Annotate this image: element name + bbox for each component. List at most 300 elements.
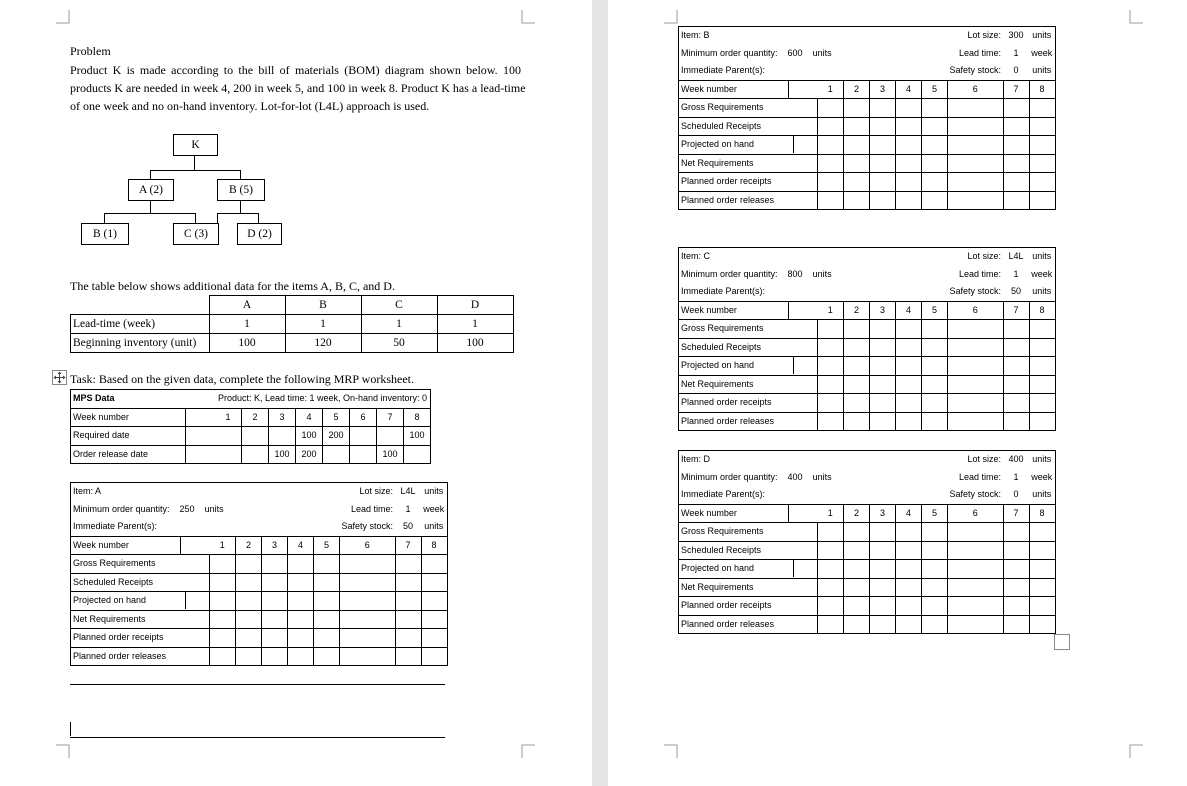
mrp-row-label: Scheduled Receipts xyxy=(679,117,818,136)
mrp-cell[interactable] xyxy=(236,647,262,666)
mrp-cell[interactable] xyxy=(288,610,314,629)
mps-cell[interactable]: 200 xyxy=(323,427,350,446)
items-cell: 50 xyxy=(361,334,437,353)
items-cell: 1 xyxy=(285,315,361,334)
mrp-cell[interactable] xyxy=(896,191,922,210)
mrp-cell[interactable] xyxy=(236,629,262,648)
mrp-cell[interactable] xyxy=(395,573,421,592)
mrp-cell[interactable] xyxy=(262,629,288,648)
week-header: 7 xyxy=(377,408,404,427)
mrp-cell[interactable] xyxy=(288,647,314,666)
min-order-value[interactable]: 800 xyxy=(787,268,803,279)
mrp-cell[interactable] xyxy=(948,597,1004,616)
immediate-parents-label: Immediate Parent(s): xyxy=(679,486,789,504)
mrp-cell[interactable] xyxy=(262,573,288,592)
mrp-cell[interactable] xyxy=(1003,412,1029,431)
mrp-cell[interactable] xyxy=(896,541,922,560)
mrp-cell[interactable] xyxy=(870,523,896,542)
mrp-cell[interactable] xyxy=(948,578,1004,597)
item-label: Item: D xyxy=(679,451,789,469)
mrp-cell[interactable] xyxy=(236,555,262,574)
mrp-cell[interactable] xyxy=(210,629,236,648)
mrp-cell[interactable] xyxy=(818,394,844,413)
mrp-cell[interactable] xyxy=(922,173,948,192)
mrp-cell[interactable] xyxy=(1003,357,1029,376)
mrp-cell[interactable] xyxy=(340,555,396,574)
bom-node-b: B (5) xyxy=(217,179,265,201)
mrp-cell[interactable] xyxy=(210,610,236,629)
mrp-cell[interactable] xyxy=(1029,154,1055,173)
mrp-cell[interactable] xyxy=(870,615,896,634)
week-header: 5 xyxy=(922,80,948,99)
mrp-cell[interactable] xyxy=(896,615,922,634)
week-header: 7 xyxy=(1003,80,1029,99)
mrp-cell[interactable] xyxy=(818,136,844,155)
mrp-cell[interactable] xyxy=(1003,560,1029,579)
mrp-cell[interactable] xyxy=(844,394,870,413)
mrp-row-label: Scheduled Receipts xyxy=(71,573,210,592)
initial-on-hand-cell[interactable] xyxy=(794,136,817,153)
mps-cell[interactable]: 100 xyxy=(296,427,323,446)
mrp-cell[interactable] xyxy=(314,555,340,574)
mrp-cell[interactable] xyxy=(288,573,314,592)
lot-size-value[interactable]: 400 xyxy=(1003,451,1029,469)
mrp-cell[interactable] xyxy=(210,647,236,666)
mrp-cell[interactable] xyxy=(870,154,896,173)
mps-cell[interactable] xyxy=(242,427,269,446)
mrp-cell[interactable] xyxy=(922,320,948,339)
mps-cell[interactable]: 100 xyxy=(269,445,296,464)
mrp-cell[interactable] xyxy=(948,541,1004,560)
mrp-cell[interactable] xyxy=(896,560,922,579)
mrp-cell[interactable] xyxy=(948,154,1004,173)
mrp-cell[interactable] xyxy=(1003,394,1029,413)
mrp-cell[interactable] xyxy=(340,592,396,611)
mrp-cell[interactable] xyxy=(870,136,896,155)
mrp-cell[interactable] xyxy=(1003,578,1029,597)
mrp-cell[interactable] xyxy=(314,647,340,666)
mrp-cell[interactable] xyxy=(1029,394,1055,413)
mrp-cell[interactable] xyxy=(922,541,948,560)
mrp-cell[interactable] xyxy=(922,578,948,597)
mrp-cell[interactable] xyxy=(1029,320,1055,339)
mrp-cell[interactable] xyxy=(844,597,870,616)
mrp-cell[interactable] xyxy=(922,99,948,118)
mrp-cell[interactable] xyxy=(1029,338,1055,357)
mrp-cell[interactable] xyxy=(948,375,1004,394)
week-header: 3 xyxy=(870,504,896,523)
mps-cell[interactable]: 100 xyxy=(404,427,431,446)
mrp-cell[interactable] xyxy=(896,320,922,339)
mrp-cell[interactable] xyxy=(236,610,262,629)
lead-time-value[interactable]: 1 xyxy=(1013,471,1019,482)
safety-stock-value[interactable]: 50 xyxy=(1003,283,1029,301)
mrp-cell[interactable] xyxy=(948,394,1004,413)
bom-node-c: C (3) xyxy=(173,223,219,245)
mrp-cell[interactable] xyxy=(896,173,922,192)
mrp-cell[interactable] xyxy=(314,592,340,611)
mps-cell[interactable] xyxy=(377,427,404,446)
lead-time-label: Lead time: xyxy=(959,471,1002,482)
mrp-cell[interactable] xyxy=(1029,615,1055,634)
safety-stock-value[interactable]: 50 xyxy=(395,518,421,536)
mrp-cell[interactable] xyxy=(314,573,340,592)
mrp-cell[interactable] xyxy=(818,154,844,173)
week-header: 2 xyxy=(242,408,269,427)
mrp-cell[interactable] xyxy=(1003,523,1029,542)
mrp-cell[interactable] xyxy=(870,394,896,413)
mrp-cell[interactable] xyxy=(1029,523,1055,542)
mrp-cell[interactable] xyxy=(870,597,896,616)
underline-rule xyxy=(70,684,445,685)
week-header: 4 xyxy=(896,80,922,99)
safety-stock-label: Safety stock: xyxy=(948,62,1004,80)
mrp-cell[interactable] xyxy=(421,629,447,648)
table-resize-handle[interactable] xyxy=(1054,634,1070,650)
lot-size-value[interactable]: L4L xyxy=(395,483,421,501)
mrp-cell[interactable] xyxy=(948,412,1004,431)
min-order-label: Minimum order quantity: xyxy=(73,503,170,514)
week-header: 6 xyxy=(948,504,1004,523)
mrp-cell[interactable] xyxy=(1029,173,1055,192)
mrp-cell[interactable] xyxy=(922,191,948,210)
mrp-row-label: Gross Requirements xyxy=(679,523,818,542)
mrp-cell[interactable] xyxy=(844,560,870,579)
mps-cell[interactable] xyxy=(404,445,431,464)
mrp-cell[interactable] xyxy=(922,394,948,413)
lot-size-label: Lot size: xyxy=(948,248,1004,266)
mrp-cell[interactable] xyxy=(1003,338,1029,357)
items-header: D xyxy=(437,296,513,315)
immediate-parents-label: Immediate Parent(s): xyxy=(71,518,181,536)
week-header: 7 xyxy=(1003,301,1029,320)
mrp-cell[interactable] xyxy=(818,191,844,210)
mrp-cell[interactable] xyxy=(395,555,421,574)
week-number-label: Week number xyxy=(71,536,181,555)
mrp-cell[interactable] xyxy=(922,523,948,542)
mrp-cell[interactable] xyxy=(395,647,421,666)
mrp-cell[interactable] xyxy=(844,338,870,357)
mrp-cell[interactable] xyxy=(922,412,948,431)
week-header: 5 xyxy=(922,504,948,523)
mrp-cell[interactable] xyxy=(818,320,844,339)
mrp-cell[interactable] xyxy=(340,610,396,629)
mrp-cell[interactable] xyxy=(896,154,922,173)
mrp-cell[interactable] xyxy=(870,338,896,357)
items-row-label: Beginning inventory (unit) xyxy=(71,334,210,353)
mrp-cell[interactable] xyxy=(896,99,922,118)
mrp-cell[interactable] xyxy=(948,357,1004,376)
mrp-cell[interactable] xyxy=(262,647,288,666)
mrp-cell[interactable] xyxy=(896,523,922,542)
lot-size-unit: units xyxy=(421,483,447,501)
mrp-cell[interactable] xyxy=(844,320,870,339)
mrp-cell[interactable] xyxy=(1003,154,1029,173)
mps-cell[interactable] xyxy=(350,427,377,446)
mrp-cell[interactable] xyxy=(314,629,340,648)
min-order-label: Minimum order quantity: xyxy=(681,471,778,482)
mrp-cell[interactable] xyxy=(818,412,844,431)
mrp-cell[interactable] xyxy=(1029,136,1055,155)
mrp-cell[interactable] xyxy=(1003,320,1029,339)
mrp-cell[interactable] xyxy=(236,592,262,611)
mrp-cell[interactable] xyxy=(922,615,948,634)
mrp-cell[interactable] xyxy=(818,375,844,394)
mrp-row-label: Planned order receipts xyxy=(679,394,818,413)
mrp-cell[interactable] xyxy=(896,136,922,155)
mrp-cell[interactable] xyxy=(870,99,896,118)
week-header: 1 xyxy=(818,301,844,320)
mrp-cell[interactable] xyxy=(818,117,844,136)
text-cursor xyxy=(70,722,71,736)
mrp-cell[interactable] xyxy=(288,629,314,648)
mrp-cell[interactable] xyxy=(870,375,896,394)
mrp-cell[interactable] xyxy=(340,647,396,666)
mrp-cell[interactable] xyxy=(1029,541,1055,560)
mrp-cell[interactable] xyxy=(844,357,870,376)
mrp-cell[interactable] xyxy=(922,560,948,579)
mrp-cell[interactable] xyxy=(818,597,844,616)
mrp-cell[interactable] xyxy=(210,592,236,611)
week-header: 7 xyxy=(395,536,421,555)
lead-time-label: Lead time: xyxy=(959,268,1002,279)
mrp-cell[interactable] xyxy=(288,592,314,611)
mrp-row-label: Planned order releases xyxy=(679,615,818,634)
mrp-cell[interactable] xyxy=(844,578,870,597)
mrp-cell[interactable] xyxy=(1029,191,1055,210)
week-header: 4 xyxy=(896,504,922,523)
crop-mark-icon xyxy=(1129,744,1143,758)
mrp-cell[interactable] xyxy=(896,412,922,431)
mrp-cell[interactable] xyxy=(818,338,844,357)
lot-size-value[interactable]: L4L xyxy=(1003,248,1029,266)
mrp-cell[interactable] xyxy=(818,541,844,560)
mps-cell[interactable] xyxy=(242,445,269,464)
items-header: B xyxy=(285,296,361,315)
mrp-cell[interactable] xyxy=(948,173,1004,192)
mrp-cell[interactable] xyxy=(421,555,447,574)
initial-on-hand-cell[interactable] xyxy=(794,357,817,374)
mps-cell[interactable] xyxy=(323,445,350,464)
mrp-cell[interactable] xyxy=(1003,99,1029,118)
mrp-cell[interactable] xyxy=(210,555,236,574)
mrp-cell[interactable] xyxy=(870,357,896,376)
mrp-cell[interactable] xyxy=(395,629,421,648)
mrp-cell[interactable] xyxy=(870,117,896,136)
mrp-cell[interactable] xyxy=(844,154,870,173)
week-header: 4 xyxy=(288,536,314,555)
mps-cell[interactable]: 100 xyxy=(377,445,404,464)
lot-size-label: Lot size: xyxy=(948,27,1004,45)
mrp-cell[interactable] xyxy=(818,578,844,597)
mrp-cell[interactable] xyxy=(1003,117,1029,136)
mrp-cell[interactable] xyxy=(948,136,1004,155)
safety-stock-unit: units xyxy=(1029,486,1055,504)
mrp-cell[interactable] xyxy=(896,394,922,413)
mrp-cell[interactable] xyxy=(922,375,948,394)
week-header: 1 xyxy=(818,80,844,99)
mrp-cell[interactable] xyxy=(288,555,314,574)
mrp-cell[interactable] xyxy=(896,117,922,136)
mrp-cell[interactable] xyxy=(1003,375,1029,394)
mrp-cell[interactable] xyxy=(922,357,948,376)
mrp-row-label: Planned order releases xyxy=(679,191,818,210)
mrp-cell[interactable] xyxy=(395,610,421,629)
mrp-cell[interactable] xyxy=(870,173,896,192)
mrp-cell[interactable] xyxy=(1003,597,1029,616)
mps-cell[interactable] xyxy=(269,427,296,446)
mrp-cell[interactable] xyxy=(1029,412,1055,431)
mrp-row-label: Projected on hand xyxy=(679,357,794,374)
mps-cell[interactable] xyxy=(350,445,377,464)
mrp-cell[interactable] xyxy=(844,136,870,155)
mrp-cell[interactable] xyxy=(818,99,844,118)
mrp-cell[interactable] xyxy=(844,523,870,542)
mrp-cell[interactable] xyxy=(1003,173,1029,192)
mrp-cell[interactable] xyxy=(1003,136,1029,155)
items-cell: 1 xyxy=(361,315,437,334)
mrp-cell[interactable] xyxy=(896,597,922,616)
mrp-cell[interactable] xyxy=(844,173,870,192)
mrp-cell[interactable] xyxy=(870,541,896,560)
mrp-cell[interactable] xyxy=(421,573,447,592)
mrp-cell[interactable] xyxy=(1029,560,1055,579)
mrp-cell[interactable] xyxy=(948,338,1004,357)
mrp-cell[interactable] xyxy=(262,555,288,574)
mrp-cell[interactable] xyxy=(922,338,948,357)
mrp-cell[interactable] xyxy=(870,320,896,339)
mrp-cell[interactable] xyxy=(421,610,447,629)
mrp-cell[interactable] xyxy=(340,629,396,648)
items-cell: 1 xyxy=(209,315,285,334)
mrp-worksheet-table xyxy=(70,482,448,666)
min-order-label: Minimum order quantity: xyxy=(681,47,778,58)
mrp-cell[interactable] xyxy=(870,412,896,431)
mrp-cell[interactable] xyxy=(818,615,844,634)
lot-size-label: Lot size: xyxy=(948,451,1004,469)
mrp-cell[interactable] xyxy=(948,560,1004,579)
week-header: 3 xyxy=(870,80,896,99)
mrp-cell[interactable] xyxy=(262,610,288,629)
items-row-label: Lead-time (week) xyxy=(71,315,210,334)
mrp-cell[interactable] xyxy=(1003,615,1029,634)
mps-cell[interactable] xyxy=(215,427,242,446)
mrp-cell[interactable] xyxy=(818,173,844,192)
mrp-cell[interactable] xyxy=(896,375,922,394)
week-number-label: Week number xyxy=(679,301,789,320)
mrp-cell[interactable] xyxy=(948,615,1004,634)
mrp-cell[interactable] xyxy=(922,154,948,173)
mrp-row-label: Planned order releases xyxy=(71,647,210,666)
mrp-row-label: Planned order receipts xyxy=(679,173,818,192)
mrp-cell[interactable] xyxy=(818,560,844,579)
mps-title: MPS Data xyxy=(71,390,216,409)
mrp-cell[interactable] xyxy=(922,597,948,616)
mrp-cell[interactable] xyxy=(314,610,340,629)
mrp-cell[interactable] xyxy=(340,573,396,592)
mps-cell[interactable] xyxy=(215,445,242,464)
mrp-cell[interactable] xyxy=(922,136,948,155)
mrp-cell[interactable] xyxy=(1029,597,1055,616)
mrp-cell[interactable] xyxy=(870,578,896,597)
initial-on-hand-cell[interactable] xyxy=(186,592,209,609)
mrp-cell[interactable] xyxy=(262,592,288,611)
items-header: A xyxy=(209,296,285,315)
mps-cell[interactable]: 200 xyxy=(296,445,323,464)
lead-time-unit: week xyxy=(1029,266,1055,284)
mrp-cell[interactable] xyxy=(818,357,844,376)
bom-node-k: K xyxy=(173,134,218,156)
items-cell: 100 xyxy=(209,334,285,353)
mrp-cell[interactable] xyxy=(896,578,922,597)
mrp-cell[interactable] xyxy=(1029,99,1055,118)
item-label: Item: C xyxy=(679,248,789,266)
mrp-cell[interactable] xyxy=(948,320,1004,339)
mrp-cell[interactable] xyxy=(818,523,844,542)
mrp-cell[interactable] xyxy=(844,412,870,431)
mrp-cell[interactable] xyxy=(948,117,1004,136)
mrp-cell[interactable] xyxy=(844,375,870,394)
lead-time-value[interactable]: 1 xyxy=(1013,47,1019,58)
mrp-cell[interactable] xyxy=(922,117,948,136)
immediate-parents-label: Immediate Parent(s): xyxy=(679,62,789,80)
mrp-cell[interactable] xyxy=(210,573,236,592)
lead-time-unit: week xyxy=(1029,469,1055,487)
week-header: 5 xyxy=(922,301,948,320)
mrp-cell[interactable] xyxy=(870,191,896,210)
mrp-cell[interactable] xyxy=(844,191,870,210)
mrp-cell[interactable] xyxy=(1029,578,1055,597)
safety-stock-value[interactable]: 0 xyxy=(1003,62,1029,80)
safety-stock-value[interactable]: 0 xyxy=(1003,486,1029,504)
mrp-cell[interactable] xyxy=(1003,541,1029,560)
mrp-cell[interactable] xyxy=(844,615,870,634)
lead-time-value[interactable]: 1 xyxy=(1013,268,1019,279)
table-move-handle-icon[interactable] xyxy=(52,370,67,385)
mps-product-info: Product: K, Lead time: 1 week, On-hand inventory: 0 xyxy=(215,390,431,409)
mrp-cell[interactable] xyxy=(948,523,1004,542)
mrp-row-label: Projected on hand xyxy=(679,560,794,577)
mrp-cell[interactable] xyxy=(1003,191,1029,210)
min-order-value[interactable]: 250 xyxy=(179,503,195,514)
mrp-cell[interactable] xyxy=(1029,375,1055,394)
mrp-cell[interactable] xyxy=(896,338,922,357)
crop-mark-icon xyxy=(521,10,535,24)
mrp-cell[interactable] xyxy=(844,117,870,136)
mrp-cell[interactable] xyxy=(1029,117,1055,136)
week-header: 8 xyxy=(421,536,447,555)
lead-time-value[interactable]: 1 xyxy=(405,503,411,514)
min-order-value[interactable]: 600 xyxy=(787,47,803,58)
mrp-cell[interactable] xyxy=(948,99,1004,118)
lot-size-unit: units xyxy=(1029,451,1055,469)
initial-on-hand-cell[interactable] xyxy=(794,560,817,577)
mrp-cell[interactable] xyxy=(421,592,447,611)
mrp-cell[interactable] xyxy=(896,357,922,376)
mrp-cell[interactable] xyxy=(236,573,262,592)
mrp-cell[interactable] xyxy=(395,592,421,611)
min-order-value[interactable]: 400 xyxy=(787,471,803,482)
lot-size-value[interactable]: 300 xyxy=(1003,27,1029,45)
mrp-cell[interactable] xyxy=(844,99,870,118)
mrp-cell[interactable] xyxy=(948,191,1004,210)
week-header: 5 xyxy=(323,408,350,427)
mrp-cell[interactable] xyxy=(844,541,870,560)
mrp-cell[interactable] xyxy=(421,647,447,666)
mps-week-label: Week number xyxy=(71,408,186,427)
mrp-cell[interactable] xyxy=(1029,357,1055,376)
mrp-cell[interactable] xyxy=(870,560,896,579)
